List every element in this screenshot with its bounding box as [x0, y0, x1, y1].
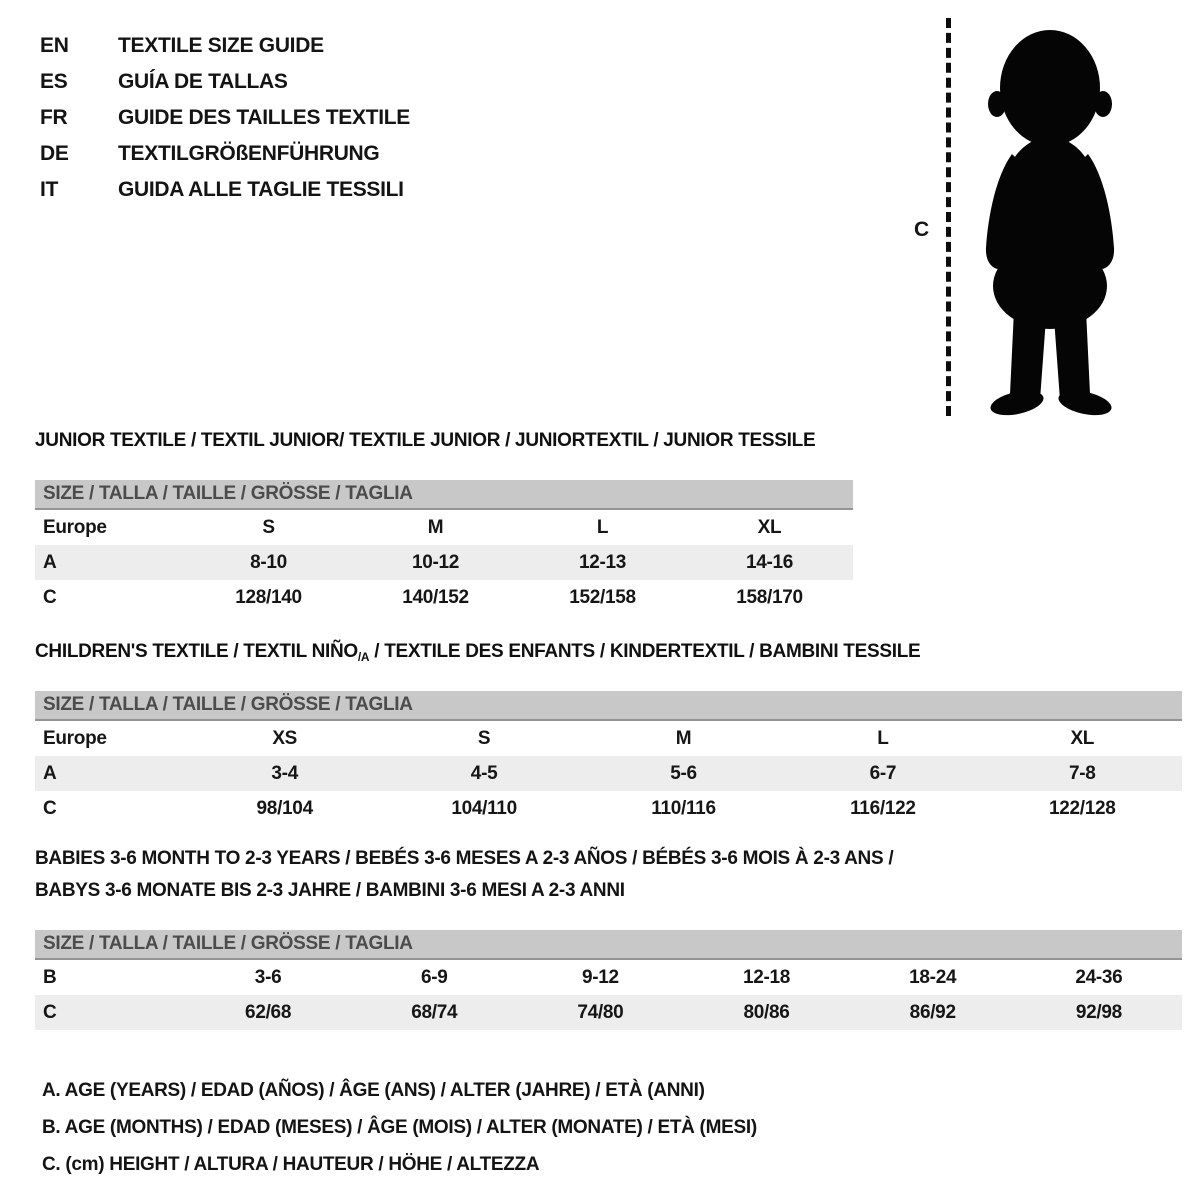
- section-title-junior: JUNIOR TEXTILE / TEXTIL JUNIOR/ TEXTILE JUNIOR / JUNIORTEXTIL / JUNIOR TESSILE: [35, 430, 816, 451]
- size-cell: M: [675, 727, 692, 749]
- size-cell: 5-6: [670, 762, 697, 784]
- language-code: EN: [40, 34, 69, 57]
- language-row-es: [40, 64, 410, 100]
- height-measure-label: C: [914, 218, 929, 241]
- size-cell: 98/104: [256, 797, 313, 819]
- size-cell: L: [877, 727, 889, 749]
- table-row-height: [35, 791, 1182, 826]
- table-row-months: [35, 959, 1182, 995]
- size-cell: 6-7: [869, 762, 897, 784]
- measurement-legend: [42, 1072, 757, 1183]
- language-row-de: [40, 136, 410, 172]
- toddler-silhouette-icon: [962, 16, 1138, 416]
- size-cell: 80/86: [743, 1001, 790, 1023]
- size-cell: L: [596, 516, 609, 538]
- table-row-height: [35, 995, 1182, 1030]
- size-cell: 128/140: [235, 586, 302, 608]
- guide-title-de: TEXTILGRÖßENFÜHRUNG: [118, 142, 380, 165]
- title-subscript: /A: [357, 650, 370, 664]
- size-bar-label: SIZE / TALLA / TAILLE / GRÖSSE / TAGLIA: [35, 480, 853, 509]
- language-code: ES: [40, 70, 68, 93]
- row-label: C: [43, 586, 57, 608]
- size-cell: 74/80: [577, 1001, 624, 1023]
- size-cell: M: [427, 516, 444, 538]
- row-label: Europe: [43, 727, 107, 749]
- size-cell: 158/170: [736, 586, 803, 608]
- size-cell: 92/98: [1075, 1001, 1122, 1023]
- row-label: Europe: [43, 516, 107, 538]
- size-cell: 3-6: [254, 966, 282, 988]
- junior-size-table: [35, 480, 853, 615]
- section-title-babies-line2: BABYS 3-6 MONATE BIS 2-3 JAHRE / BAMBINI 3-6 MESI A 2-3 ANNI: [35, 880, 625, 901]
- language-code: DE: [40, 142, 69, 165]
- legend-line-c: C. (cm) HEIGHT / ALTURA / HAUTEUR / HÖHE / ALTEZZA: [42, 1154, 540, 1175]
- size-cell: 104/110: [451, 797, 517, 819]
- size-cell: 12-13: [578, 551, 627, 573]
- guide-title-es: GUÍA DE TALLAS: [118, 70, 288, 93]
- row-label: A: [43, 551, 57, 573]
- row-label: C: [43, 1001, 57, 1023]
- size-cell: 12-18: [742, 966, 791, 988]
- language-row-it: [40, 172, 410, 208]
- size-cell: 86/92: [909, 1001, 956, 1023]
- language-row-fr: [40, 100, 410, 136]
- section-junior: [35, 430, 853, 615]
- table-row-europe: [35, 720, 1182, 756]
- size-cell: 62/68: [245, 1001, 292, 1023]
- size-cell: 10-12: [411, 551, 460, 573]
- size-cell: 140/152: [402, 586, 469, 608]
- section-title-children: [35, 641, 1182, 664]
- size-bar-label: SIZE / TALLA / TAILLE / GRÖSSE / TAGLIA: [35, 930, 1182, 959]
- guide-title-en: TEXTILE SIZE GUIDE: [118, 34, 324, 57]
- size-cell: XS: [272, 727, 298, 749]
- babies-size-table: [35, 930, 1182, 1030]
- children-size-table: [35, 691, 1182, 826]
- row-label: A: [43, 762, 57, 784]
- guide-title-it: GUIDA ALLE TAGLIE TESSILI: [118, 178, 404, 201]
- size-cell: 116/122: [850, 797, 916, 819]
- guide-title-fr: GUIDE DES TAILLES TEXTILE: [118, 106, 410, 129]
- language-row-en: [40, 28, 410, 64]
- size-cell: 4-5: [470, 762, 498, 784]
- section-children: [35, 641, 1182, 826]
- size-cell: 110/116: [651, 797, 716, 819]
- size-cell: XL: [757, 516, 782, 538]
- size-cell: 3-4: [271, 762, 298, 784]
- size-cell: XL: [1070, 727, 1095, 749]
- section-title-babies-line1: BABIES 3-6 MONTH TO 2-3 YEARS / BEBÉS 3-6 MESES A 2-3 AÑOS / BÉBÉS 3-6 MOIS À 2-3 ANS /: [35, 848, 894, 869]
- title-part: CHILDREN'S TEXTILE / TEXTIL NIÑO: [35, 641, 358, 662]
- size-cell: 6-9: [420, 966, 448, 988]
- size-cell: 9-12: [581, 966, 619, 988]
- table-row-europe: [35, 509, 853, 545]
- size-cell: 24-36: [1075, 966, 1123, 988]
- size-bar-label: SIZE / TALLA / TAILLE / GRÖSSE / TAGLIA: [35, 691, 1182, 720]
- legend-line-b: B. AGE (MONTHS) / EDAD (MESES) / ÂGE (MOIS) / ALTER (MONATE) / ETÀ (MESI): [42, 1117, 757, 1138]
- size-cell: 14-16: [745, 551, 794, 573]
- language-code: FR: [40, 106, 68, 129]
- table-row-age: [35, 756, 1182, 791]
- legend-line-a: A. AGE (YEARS) / EDAD (AÑOS) / ÂGE (ANS) / ALTER (JAHRE) / ETÀ (ANNI): [42, 1080, 705, 1101]
- size-cell: S: [262, 516, 275, 538]
- size-cell: 18-24: [909, 966, 957, 988]
- row-label: C: [43, 797, 57, 819]
- language-code: IT: [40, 178, 59, 201]
- language-title-list: [40, 28, 410, 208]
- size-cell: 152/158: [569, 586, 636, 608]
- size-cell: S: [477, 727, 491, 749]
- table-row-height: [35, 580, 853, 615]
- size-cell: 7-8: [1069, 762, 1096, 784]
- table-row-age: [35, 545, 853, 580]
- size-cell: 68/74: [411, 1001, 458, 1023]
- size-cell: 8-10: [250, 551, 287, 573]
- height-measure-dashed-line: [946, 18, 951, 416]
- title-part: / TEXTILE DES ENFANTS / KINDERTEXTIL / BAMBINI TESSILE: [369, 641, 921, 662]
- size-cell: 122/128: [1048, 797, 1116, 819]
- row-label: B: [43, 966, 57, 988]
- section-babies: [35, 843, 1182, 1030]
